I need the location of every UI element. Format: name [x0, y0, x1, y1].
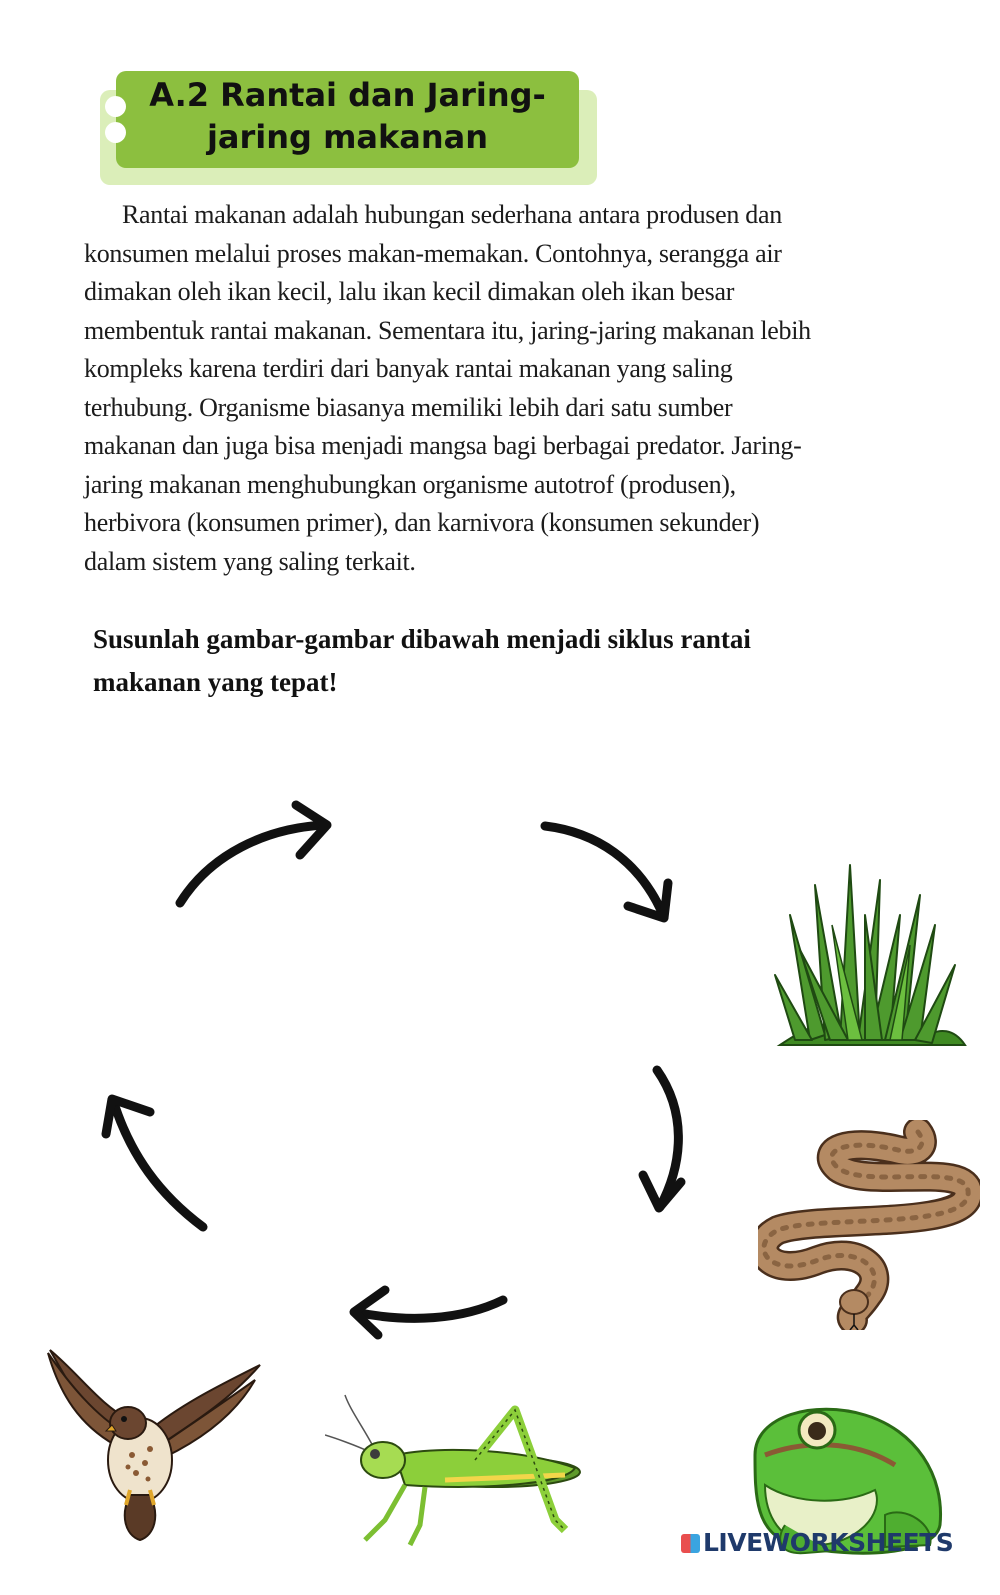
paragraph-line: herbivora (konsumen primer), dan karnivora (konsumen sekunder) — [84, 508, 760, 537]
paragraph-line: terhubung. Organisme biasanya memiliki lebih dari satu sumber — [84, 392, 733, 422]
snake-icon — [764, 1132, 968, 1330]
instruction-line-2: makanan yang tepat! — [93, 667, 338, 697]
paragraph-line: kompleks karena terdiri dari banyak rantai makanan yang saling — [84, 354, 733, 383]
eagle-image[interactable] — [40, 1345, 265, 1545]
paragraph-line: dimakan oleh ikan kecil, lalu ikan kecil dimakan oleh ikan besar — [84, 277, 735, 306]
grasshopper-image[interactable] — [325, 1390, 585, 1550]
liveworksheets-icon — [681, 1534, 700, 1553]
grass-icon — [775, 865, 965, 1045]
grasshopper-icon — [325, 1395, 580, 1545]
curved-arrow-icon — [643, 1070, 681, 1208]
grass-image[interactable] — [770, 855, 970, 1055]
instruction-line-1: Susunlah gambar-gambar dibawah menjadi siklus rantai — [93, 624, 751, 654]
title-line-1: A.2 Rantai dan Jaring- — [149, 76, 546, 114]
curved-arrow-icon — [354, 1290, 503, 1335]
curved-arrow-icon — [180, 805, 327, 903]
eagle-icon — [48, 1350, 260, 1540]
paragraph-line: makanan dan juga bisa menjadi mangsa bagi berbagai predator. Jaring- — [84, 431, 802, 460]
curved-arrow-icon — [545, 826, 668, 918]
paragraph-line: jaring makanan menghubungkan organisme autotrof (produsen), — [84, 469, 736, 499]
paragraph-line: membentuk rantai makanan. Sementara itu, jaring-jaring makanan lebih — [84, 315, 811, 345]
paragraph-line: konsumen melalui proses makan-memakan. Contohnya, serangga air — [84, 238, 782, 268]
curved-arrow-icon — [106, 1099, 203, 1227]
brand-label: LIVEWORKSHEETS — [703, 1528, 954, 1557]
liveworksheets-logo[interactable] — [681, 1528, 953, 1557]
paragraph-line: Rantai makanan adalah hubungan sederhana antara produsen dan — [122, 200, 782, 229]
paragraph-line: dalam sistem yang saling terkait. — [84, 546, 416, 576]
snake-image[interactable] — [758, 1120, 980, 1330]
title-line-2: jaring makanan — [206, 118, 489, 156]
